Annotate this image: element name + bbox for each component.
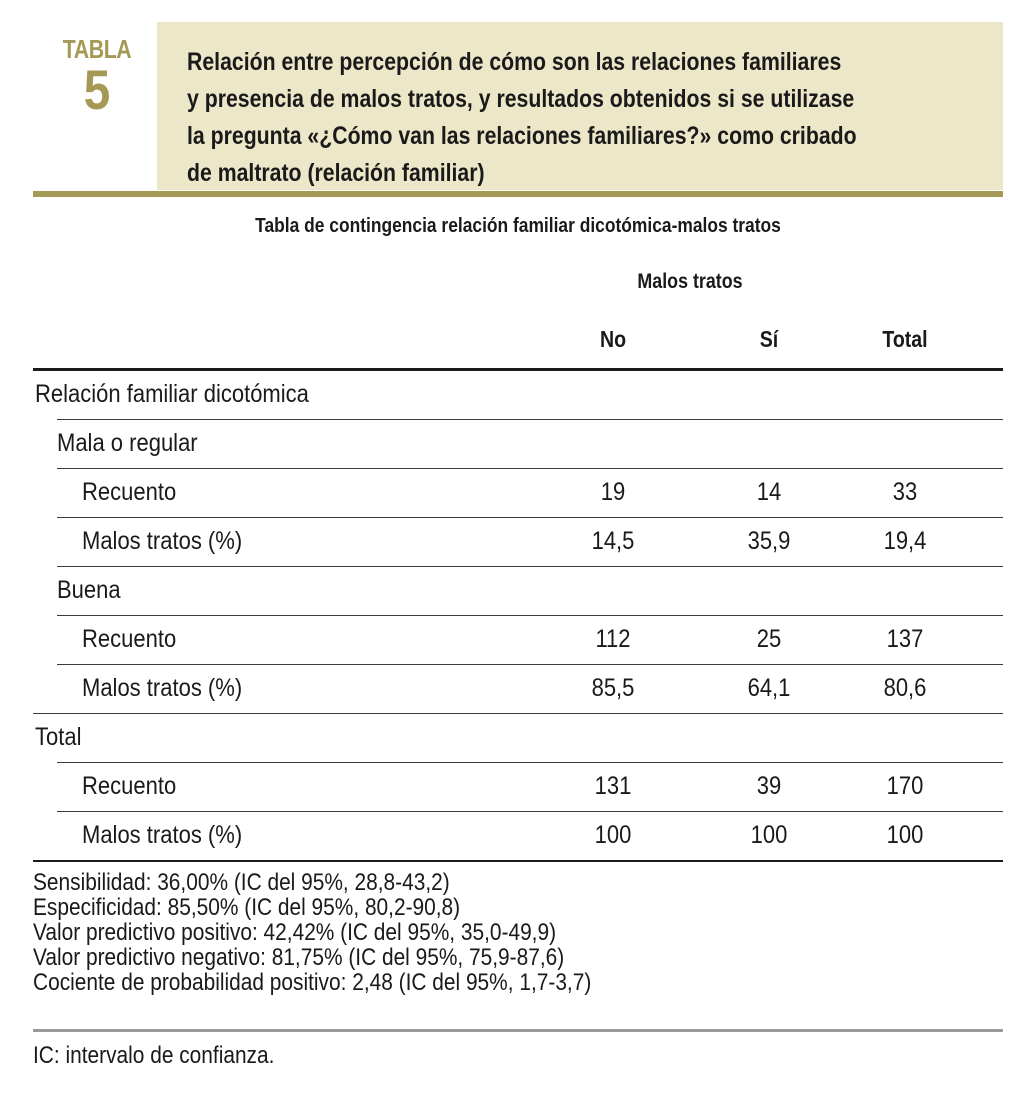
row-label: Recuento xyxy=(82,478,177,506)
cell-no: 19 xyxy=(600,478,626,506)
table-row xyxy=(0,812,1020,861)
table-row xyxy=(0,518,1020,567)
table-row xyxy=(0,469,1020,518)
row-label: Total xyxy=(35,723,82,751)
table-label: TABLA xyxy=(62,34,132,64)
cell-si: 14 xyxy=(756,478,782,506)
footnote: IC: intervalo de confianza. xyxy=(33,1042,275,1069)
note-ppv: Valor predictivo positivo: 42,42% (IC del 95%, 35,0-49,9) xyxy=(33,919,557,946)
statistics-notes xyxy=(33,870,903,995)
table-row xyxy=(0,616,1020,665)
table-row xyxy=(0,420,1020,469)
table-row xyxy=(0,763,1020,812)
table-row xyxy=(0,371,1020,420)
title-box xyxy=(157,22,1003,190)
row-label: Malos tratos (%) xyxy=(82,821,243,849)
note-likelihood-ratio: Cociente de probabilidad positivo: 2,48 (IC del 95%, 1,7-3,7) xyxy=(33,969,592,996)
cell-no: 100 xyxy=(594,821,632,849)
header-divider xyxy=(33,191,1003,197)
row-label: Recuento xyxy=(82,772,177,800)
cell-total: 137 xyxy=(886,625,924,653)
cell-total: 80,6 xyxy=(883,674,927,702)
table-bottom-rule xyxy=(33,860,1003,862)
row-label: Mala o regular xyxy=(57,429,198,457)
cell-no: 14,5 xyxy=(591,527,635,555)
cell-si: 100 xyxy=(750,821,788,849)
footnote-rule xyxy=(33,1029,1003,1032)
column-header-total: Total xyxy=(882,326,928,352)
title-line: y presencia de malos tratos, y resultados obtenidos si se utilizase xyxy=(187,85,855,113)
cell-si: 39 xyxy=(756,772,782,800)
row-label: Relación familiar dicotómica xyxy=(35,380,309,408)
note-npv: Valor predictivo negativo: 81,75% (IC del 95%, 75,9-87,6) xyxy=(33,944,565,971)
table-row xyxy=(0,714,1020,763)
column-header-si: Sí xyxy=(759,326,779,352)
table-row xyxy=(0,665,1020,714)
cell-no: 85,5 xyxy=(591,674,635,702)
cell-total: 33 xyxy=(892,478,918,506)
row-label: Buena xyxy=(57,576,121,604)
title-line: de maltrato (relación familiar) xyxy=(187,159,485,187)
table-subtitle: Tabla de contingencia relación familiar dicotómica-malos tratos xyxy=(255,215,781,237)
cell-si: 35,9 xyxy=(747,527,791,555)
title-line: la pregunta «¿Cómo van las relaciones familiares?» como cribado xyxy=(187,122,857,150)
table-number: 5 xyxy=(83,58,111,121)
note-sensitivity: Sensibilidad: 36,00% (IC del 95%, 28,8-43,2) xyxy=(33,869,450,896)
cell-no: 131 xyxy=(594,772,632,800)
cell-si: 25 xyxy=(756,625,782,653)
note-specificity: Especificidad: 85,50% (IC del 95%, 80,2-90,8) xyxy=(33,894,461,921)
row-label: Malos tratos (%) xyxy=(82,527,243,555)
table-title xyxy=(187,44,978,192)
cell-total: 19,4 xyxy=(883,527,927,555)
cell-total: 100 xyxy=(886,821,924,849)
table-row xyxy=(0,567,1020,616)
table-header xyxy=(33,22,1003,194)
row-label: Malos tratos (%) xyxy=(82,674,243,702)
cell-total: 170 xyxy=(886,772,924,800)
title-line: Relación entre percepción de cómo son las relaciones familiares xyxy=(187,48,842,76)
column-header-no: No xyxy=(599,326,627,352)
cell-no: 112 xyxy=(595,625,631,653)
column-group-header: Malos tratos xyxy=(637,270,743,293)
row-label: Recuento xyxy=(82,625,177,653)
cell-si: 64,1 xyxy=(747,674,791,702)
